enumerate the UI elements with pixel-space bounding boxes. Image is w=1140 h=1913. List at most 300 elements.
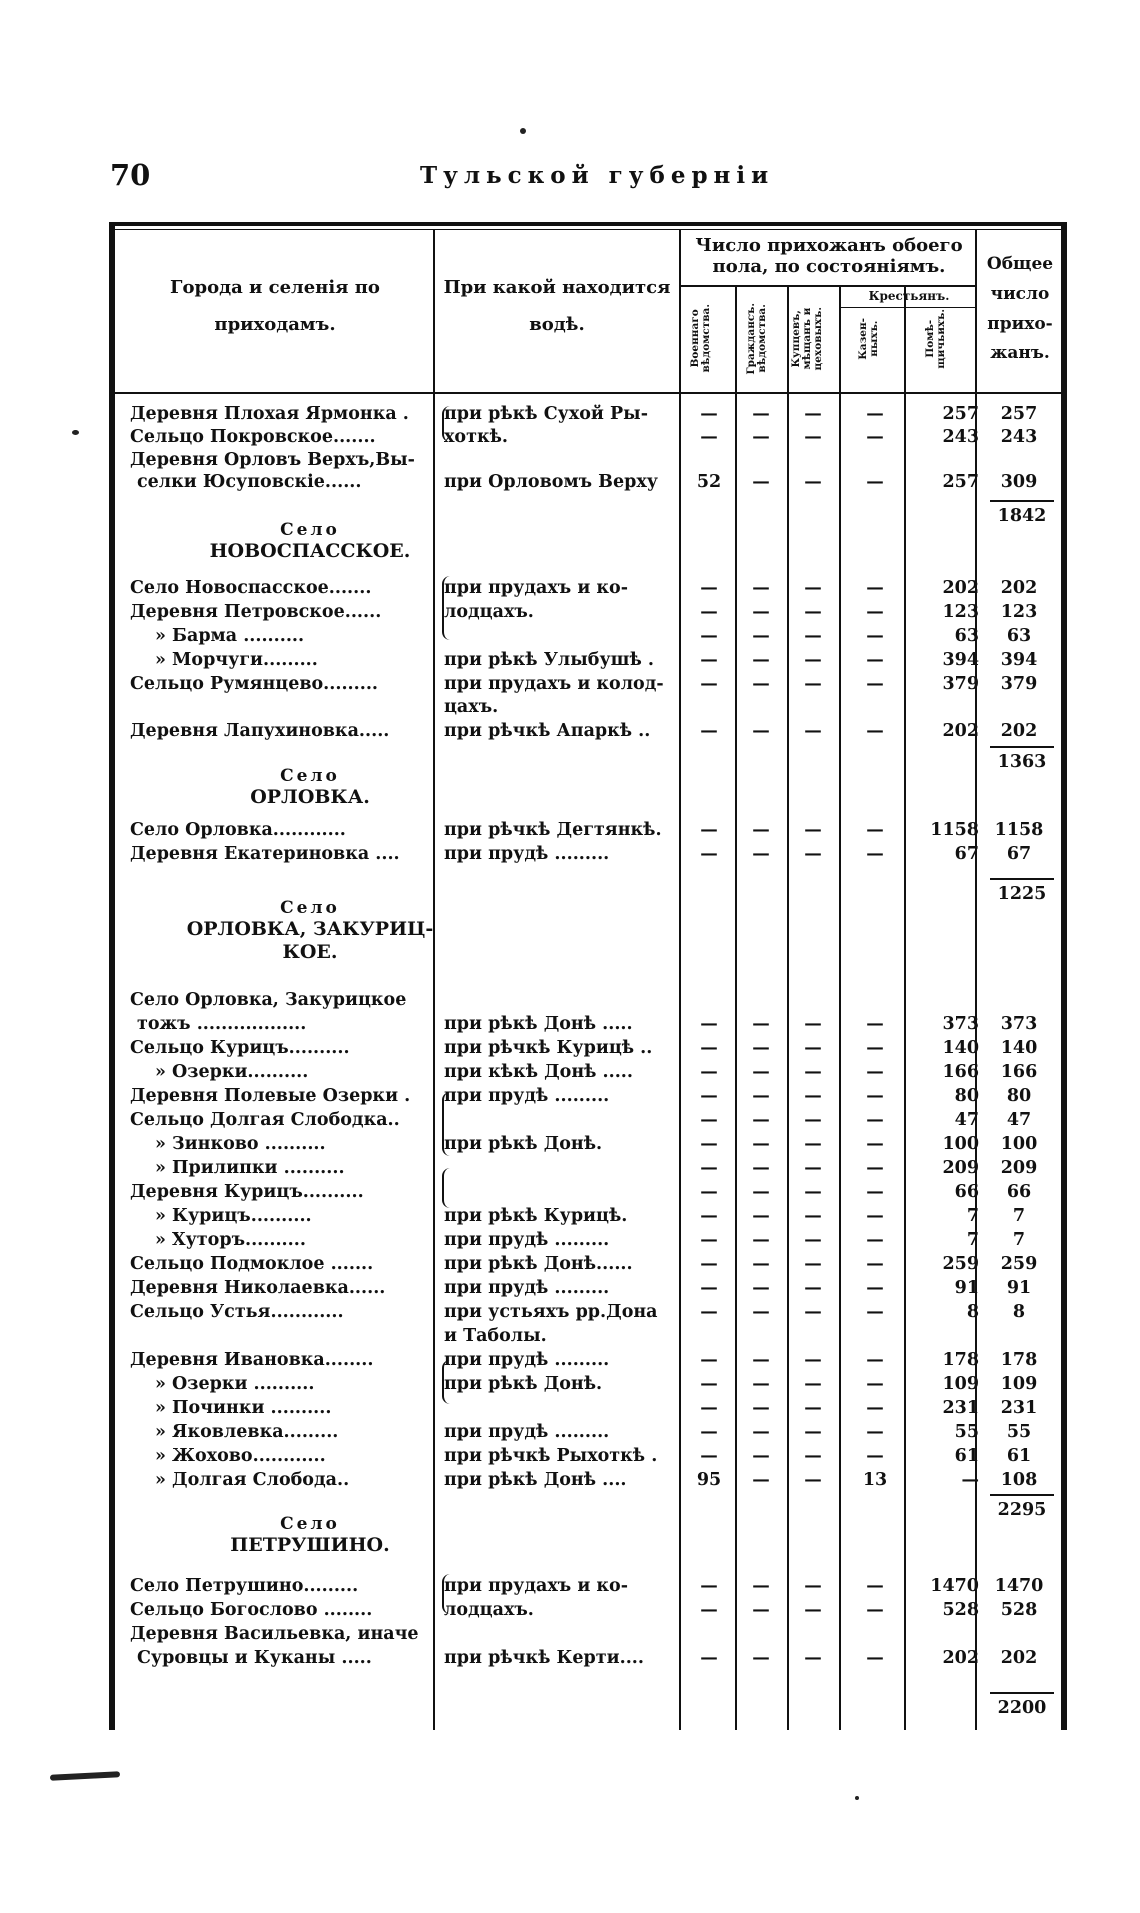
estate-count: —	[700, 1110, 718, 1130]
estate-count: —	[752, 1230, 770, 1250]
place-name: » Долгая Слобода..	[155, 1470, 350, 1490]
estate-count: —	[700, 578, 718, 598]
speck	[520, 128, 526, 134]
estate-count: —	[804, 1134, 822, 1154]
row-total: 309	[1000, 472, 1038, 492]
estate-count: 8	[966, 1302, 979, 1322]
header-water: При какой находится водѣ.	[443, 277, 671, 335]
estate-count: —	[866, 1350, 884, 1370]
estate-count: —	[752, 674, 770, 694]
estate-count: —	[700, 1576, 718, 1596]
place-name: Деревня Ивановка........	[130, 1350, 374, 1370]
water-source: при Орловомъ Верху	[444, 472, 658, 492]
estate-count: —	[866, 650, 884, 670]
estate-count: —	[804, 1158, 822, 1178]
estate-count: —	[752, 1446, 770, 1466]
row-total: 140	[1000, 1038, 1038, 1058]
estate-count: —	[804, 721, 822, 741]
estate-count: —	[866, 472, 884, 492]
place-name: Деревня Васильевка, иначе	[130, 1624, 419, 1644]
water-source: при рѣчкѣ Рыхоткѣ .	[444, 1446, 658, 1466]
water-source: при рѣчкѣ Дегтянкѣ.	[444, 820, 662, 840]
estate-count: —	[866, 1278, 884, 1298]
estate-count: —	[866, 602, 884, 622]
subheader-merchants: Купцевъ, мѣщанъ и цеховыхъ.	[789, 306, 825, 371]
place-name: » Зинково ..........	[155, 1134, 326, 1154]
estate-count: 66	[954, 1182, 979, 1202]
place-name: » Прилипки ..........	[155, 1158, 345, 1178]
estate-count: —	[700, 1182, 718, 1202]
water-source: при рѣкѣ Улыбушѣ .	[444, 650, 654, 670]
estate-count: —	[804, 1110, 822, 1130]
place-name: Сельцо Богослово ........	[130, 1600, 373, 1620]
estate-count: 67	[954, 844, 979, 864]
water-source: при рѣчкѣ Курицѣ ..	[444, 1038, 653, 1058]
estate-count: —	[752, 1374, 770, 1394]
place-name: Сельцо Подмоклое .......	[130, 1254, 374, 1274]
estate-count: —	[804, 1446, 822, 1466]
estate-count: —	[804, 1254, 822, 1274]
estate-count: —	[700, 1134, 718, 1154]
estate-count: —	[700, 1374, 718, 1394]
estate-count: —	[700, 820, 718, 840]
row-total: 394	[1000, 650, 1038, 670]
estate-count: 257	[942, 404, 979, 424]
estate-count: —	[752, 1182, 770, 1202]
estate-count: —	[804, 674, 822, 694]
estate-count: 47	[954, 1110, 979, 1130]
estate-count: —	[804, 1278, 822, 1298]
ink-smear	[50, 1771, 120, 1781]
col-line	[975, 229, 977, 1730]
section-heading: Село ОРЛОВКА.	[250, 766, 370, 809]
col-line	[839, 285, 841, 1730]
estate-count: —	[804, 1014, 822, 1034]
estate-count: 373	[942, 1014, 979, 1034]
place-name: Деревня Полевые Озерки .	[130, 1086, 411, 1106]
place-name: Село Орловка, Закурицкое	[130, 990, 407, 1010]
estate-count: —	[700, 427, 718, 447]
place-name: » Хуторъ..........	[155, 1230, 306, 1250]
row-total: 379	[1000, 674, 1038, 694]
estate-count: —	[752, 626, 770, 646]
estate-count: —	[752, 820, 770, 840]
speck	[72, 430, 79, 435]
estate-count: —	[752, 844, 770, 864]
row-total: 63	[1006, 626, 1032, 646]
estate-count: —	[752, 1206, 770, 1226]
estate-count: —	[804, 626, 822, 646]
estate-count: —	[700, 1350, 718, 1370]
subheader-state-peasants: Казен- ныхъ.	[857, 317, 881, 360]
water-source: и Таболы.	[444, 1326, 547, 1346]
place-name: » Барма ..........	[155, 626, 305, 646]
row-total: 202	[1000, 721, 1038, 741]
estate-count: 202	[942, 1648, 979, 1668]
estate-count: —	[752, 1278, 770, 1298]
estate-count: —	[700, 1302, 718, 1322]
estate-count: 61	[954, 1446, 979, 1466]
row-total: 166	[1000, 1062, 1038, 1082]
estate-count: 91	[954, 1278, 979, 1298]
estate-count: —	[804, 578, 822, 598]
estate-count: —	[752, 1158, 770, 1178]
estate-count: 95	[696, 1470, 722, 1490]
estate-count: —	[804, 1062, 822, 1082]
water-source: при прудѣ .........	[444, 1086, 610, 1106]
place-name: селки Юсуповскіе......	[137, 472, 362, 492]
estate-count: —	[866, 1158, 884, 1178]
estate-count: —	[804, 844, 822, 864]
row-total: 66	[1006, 1182, 1032, 1202]
estate-count: —	[700, 1230, 718, 1250]
row-total: 231	[1000, 1398, 1038, 1418]
place-name: Сельцо Долгая Слободка..	[130, 1110, 400, 1130]
row-total: 1158	[994, 820, 1044, 840]
estate-count: —	[866, 578, 884, 598]
water-source: при рѣкѣ Курицѣ.	[444, 1206, 628, 1226]
estate-count: 166	[942, 1062, 979, 1082]
estate-count: —	[804, 1230, 822, 1250]
col-line	[735, 285, 737, 1730]
row-total: 7	[1012, 1206, 1026, 1226]
estate-count: —	[866, 626, 884, 646]
row-total: 209	[1000, 1158, 1038, 1178]
estate-count: —	[866, 1110, 884, 1130]
water-source: при рѣчкѣ Апаркѣ ..	[444, 721, 651, 741]
table-top-inner	[109, 229, 1067, 230]
water-source: при рѣкѣ Донѣ .....	[444, 1014, 633, 1034]
estate-count: —	[700, 1278, 718, 1298]
estate-count: 209	[942, 1158, 979, 1178]
header-estates: Число прихожанъ обоего пола, по состояніямъ.	[695, 235, 963, 277]
estate-count: —	[752, 1302, 770, 1322]
row-total: 7	[1012, 1230, 1026, 1250]
water-source: при рѣкѣ Донѣ.	[444, 1374, 603, 1394]
estate-count: —	[804, 472, 822, 492]
estate-count: —	[866, 404, 884, 424]
place-name: Сельцо Румянцево.........	[130, 674, 378, 694]
estate-count: 140	[942, 1038, 979, 1058]
estate-count: 80	[954, 1086, 979, 1106]
estate-count: —	[866, 1086, 884, 1106]
water-source: при прудахъ и ко-	[444, 1576, 628, 1596]
estate-count: —	[752, 472, 770, 492]
estate-count: —	[752, 1398, 770, 1418]
estate-count: 1470	[930, 1576, 979, 1596]
place-name: » Жохово............	[155, 1446, 326, 1466]
estate-count: —	[804, 404, 822, 424]
estate-count: —	[752, 650, 770, 670]
estate-count: —	[866, 1230, 884, 1250]
water-source: цахъ.	[444, 697, 499, 717]
estate-count: —	[752, 602, 770, 622]
row-total: 108	[1000, 1470, 1038, 1490]
estate-count: 243	[942, 427, 979, 447]
estate-count: 202	[942, 721, 979, 741]
estate-count: —	[752, 578, 770, 598]
estate-count: —	[866, 1422, 884, 1442]
water-source: лодцахъ.	[444, 1600, 534, 1620]
row-total: 373	[1000, 1014, 1038, 1034]
estate-count: —	[700, 650, 718, 670]
estate-count: —	[700, 1086, 718, 1106]
place-name: Деревня Екатериновка ....	[130, 844, 400, 864]
parish-total: 1363	[990, 746, 1054, 772]
estate-count: —	[804, 820, 822, 840]
estate-count: 528	[942, 1600, 979, 1620]
water-source: при прудахъ и ко-	[444, 578, 628, 598]
estate-count: —	[700, 404, 718, 424]
estate-count: —	[700, 1648, 718, 1668]
parish-total: 2200	[990, 1692, 1054, 1718]
estate-count: —	[804, 650, 822, 670]
estate-count: —	[866, 1206, 884, 1226]
table-top-border	[109, 222, 1067, 226]
estate-count: —	[700, 1422, 718, 1442]
subheader-military: Военнаго вѣдомства.	[689, 304, 713, 373]
place-name: Сельцо Покровское.......	[130, 427, 376, 447]
estate-count: —	[866, 1062, 884, 1082]
estate-count: —	[752, 1422, 770, 1442]
water-source: хоткѣ.	[444, 427, 508, 447]
row-total: 91	[1006, 1278, 1032, 1298]
page-number: 70	[110, 158, 151, 192]
row-total: 8	[1012, 1302, 1026, 1322]
place-name: Деревня Курицъ..........	[130, 1182, 364, 1202]
section-heading: Село НОВОСПАССКОЕ.	[209, 520, 411, 563]
estate-count: —	[804, 1374, 822, 1394]
place-name: Сельцо Курицъ..........	[130, 1038, 350, 1058]
col-line	[433, 229, 435, 1730]
estate-count: 55	[954, 1422, 979, 1442]
estate-count: —	[866, 1134, 884, 1154]
estate-count: —	[752, 404, 770, 424]
row-total: 55	[1006, 1422, 1032, 1442]
estate-count: —	[866, 1014, 884, 1034]
estate-count: —	[752, 1062, 770, 1082]
estate-count: —	[804, 1600, 822, 1620]
estate-count: 109	[942, 1374, 979, 1394]
estate-count: —	[752, 721, 770, 741]
place-name: Деревня Петровское......	[130, 602, 382, 622]
row-total: 178	[1000, 1350, 1038, 1370]
estate-count: 231	[942, 1398, 979, 1418]
table-border-left	[109, 222, 115, 1730]
estate-count: —	[700, 1254, 718, 1274]
header-total: Общее число прихо- жанъ.	[986, 254, 1054, 364]
row-total: 109	[1000, 1374, 1038, 1394]
estate-count: —	[752, 427, 770, 447]
place-name: Село Орловка............	[130, 820, 346, 840]
place-name: Деревня Николаевка......	[130, 1278, 386, 1298]
estate-count: —	[804, 1576, 822, 1596]
place-name: » Озерки ..........	[155, 1374, 315, 1394]
estate-count: —	[700, 1398, 718, 1418]
parish-total: 2295	[990, 1494, 1054, 1520]
estate-count: —	[804, 1086, 822, 1106]
col-line	[787, 285, 789, 1730]
estate-count: —	[804, 1302, 822, 1322]
estate-count: —	[866, 1038, 884, 1058]
place-name: » Морчуги.........	[155, 650, 318, 670]
estate-count: —	[866, 1182, 884, 1202]
header-peasants: Крестьянъ.	[868, 289, 950, 303]
header-places: Города и селенія по приходамъ.	[170, 277, 380, 335]
estate-count: —	[866, 1254, 884, 1274]
col-line	[904, 285, 906, 1730]
water-source: при прудѣ .........	[444, 1230, 610, 1250]
estate-count: —	[752, 1600, 770, 1620]
estate-count: —	[866, 1374, 884, 1394]
estate-count: —	[804, 1398, 822, 1418]
table-border-right	[1061, 222, 1067, 1730]
estate-count: 7	[966, 1230, 979, 1250]
water-source: при рѣчкѣ Керти....	[444, 1648, 644, 1668]
row-total: 61	[1006, 1446, 1032, 1466]
estate-count: —	[804, 1038, 822, 1058]
estate-count: —	[866, 844, 884, 864]
estate-count: —	[804, 602, 822, 622]
estate-count: —	[866, 721, 884, 741]
estate-count: —	[700, 674, 718, 694]
subheader-civil: Граждансъ. вѣдомства.	[745, 302, 769, 375]
water-source: при устьяхъ рр.Дона	[444, 1302, 658, 1322]
water-source: при рѣкѣ Донѣ......	[444, 1254, 633, 1274]
row-total: 123	[1000, 602, 1038, 622]
estate-count: —	[700, 602, 718, 622]
row-total: 100	[1000, 1134, 1038, 1154]
estate-count: —	[752, 1110, 770, 1130]
place-name: Суровцы и Куканы .....	[137, 1648, 372, 1668]
estate-count: —	[752, 1134, 770, 1154]
water-source: при рѣкѣ Донѣ.	[444, 1134, 603, 1154]
estate-count: 123	[942, 602, 979, 622]
estate-count: —	[804, 1206, 822, 1226]
estate-count: —	[752, 1254, 770, 1274]
estate-count: 1158	[930, 820, 979, 840]
row-total: 243	[1000, 427, 1038, 447]
row-total: 257	[1000, 404, 1038, 424]
estate-count: 257	[942, 472, 979, 492]
estate-count: —	[700, 1038, 718, 1058]
estate-count: —	[866, 1302, 884, 1322]
estate-count: —	[804, 1470, 822, 1490]
water-source: лодцахъ.	[444, 602, 534, 622]
place-name: тожъ ..................	[137, 1014, 307, 1034]
place-name: Деревня Плохая Ярмонка .	[130, 404, 409, 424]
estate-count: —	[961, 1470, 979, 1490]
place-name: » Курицъ..........	[155, 1206, 312, 1226]
estate-count: —	[700, 626, 718, 646]
water-source: при прудахъ и колод-	[444, 674, 664, 694]
estate-count: —	[804, 1350, 822, 1370]
row-total: 259	[1000, 1254, 1038, 1274]
header-bottom-rule	[109, 392, 1067, 394]
place-name: Село Петрушино.........	[130, 1576, 359, 1596]
estate-count: —	[866, 1600, 884, 1620]
place-name: Деревня Лапухиновка.....	[130, 721, 390, 741]
speck	[855, 1796, 859, 1800]
row-total: 67	[1006, 844, 1032, 864]
estate-count: 394	[942, 650, 979, 670]
running-title: Тульской губерніи	[420, 162, 775, 189]
estate-count: 100	[942, 1134, 979, 1154]
col-line	[679, 229, 681, 1730]
water-source: при прудѣ .........	[444, 1422, 610, 1442]
row-total: 202	[1000, 578, 1038, 598]
estate-count: 178	[942, 1350, 979, 1370]
estate-count: —	[700, 721, 718, 741]
estate-count: —	[700, 1014, 718, 1034]
place-name: Сельцо Устья............	[130, 1302, 344, 1322]
estate-count: 379	[942, 674, 979, 694]
estate-count: —	[804, 427, 822, 447]
estate-count: —	[866, 674, 884, 694]
water-source: при рѣкѣ Донѣ ....	[444, 1470, 627, 1490]
water-source: при прудѣ .........	[444, 844, 610, 864]
estate-count: —	[752, 1014, 770, 1034]
estate-count: —	[700, 844, 718, 864]
row-total: 528	[1000, 1600, 1038, 1620]
estate-count: —	[804, 1182, 822, 1202]
row-total: 1470	[994, 1576, 1044, 1596]
estate-count: —	[752, 1648, 770, 1668]
estate-count: —	[752, 1086, 770, 1106]
place-name: » Починки ..........	[155, 1398, 332, 1418]
estate-count: —	[804, 1422, 822, 1442]
water-source: при прудѣ .........	[444, 1350, 610, 1370]
water-source: при рѣкѣ Сухой Ры-	[444, 404, 648, 424]
row-total: 202	[1000, 1648, 1038, 1668]
estates-subheader-rule	[679, 285, 977, 287]
estate-count: —	[752, 1038, 770, 1058]
estate-count: 202	[942, 578, 979, 598]
estate-count: —	[700, 1600, 718, 1620]
estate-count: —	[700, 1158, 718, 1178]
water-source: при кѣкѣ Донѣ .....	[444, 1062, 633, 1082]
brace	[442, 1168, 454, 1208]
estate-count: 7	[966, 1206, 979, 1226]
estate-count: —	[804, 1648, 822, 1668]
estate-count: 13	[862, 1470, 888, 1490]
estate-count: —	[866, 427, 884, 447]
estate-count: —	[752, 1576, 770, 1596]
estate-count: —	[866, 1446, 884, 1466]
subheader-landlord-peasants: Помѣ- щичьихъ.	[924, 308, 948, 369]
estate-count: —	[866, 1398, 884, 1418]
estate-count: —	[866, 1576, 884, 1596]
place-name: Деревня Орловъ Верхъ,Вы-	[130, 450, 415, 470]
section-heading: Село ОРЛОВКА, ЗАКУРИЦ- КОЕ.	[186, 898, 434, 964]
estate-count: —	[700, 1206, 718, 1226]
place-name: » Яковлевка.........	[155, 1422, 339, 1442]
parish-total: 1225	[990, 878, 1054, 904]
row-total: 47	[1006, 1110, 1032, 1130]
estate-count: —	[866, 820, 884, 840]
estate-count: —	[700, 1062, 718, 1082]
estate-count: —	[700, 1446, 718, 1466]
estate-count: —	[752, 1470, 770, 1490]
parish-table	[109, 222, 1069, 1730]
place-name: Село Новоспасское.......	[130, 578, 372, 598]
estate-count: —	[866, 1648, 884, 1668]
estate-count: 63	[954, 626, 979, 646]
estate-count: —	[752, 1350, 770, 1370]
place-name: » Озерки..........	[155, 1062, 309, 1082]
parish-total: 1842	[990, 500, 1054, 526]
water-source: при прудѣ .........	[444, 1278, 610, 1298]
